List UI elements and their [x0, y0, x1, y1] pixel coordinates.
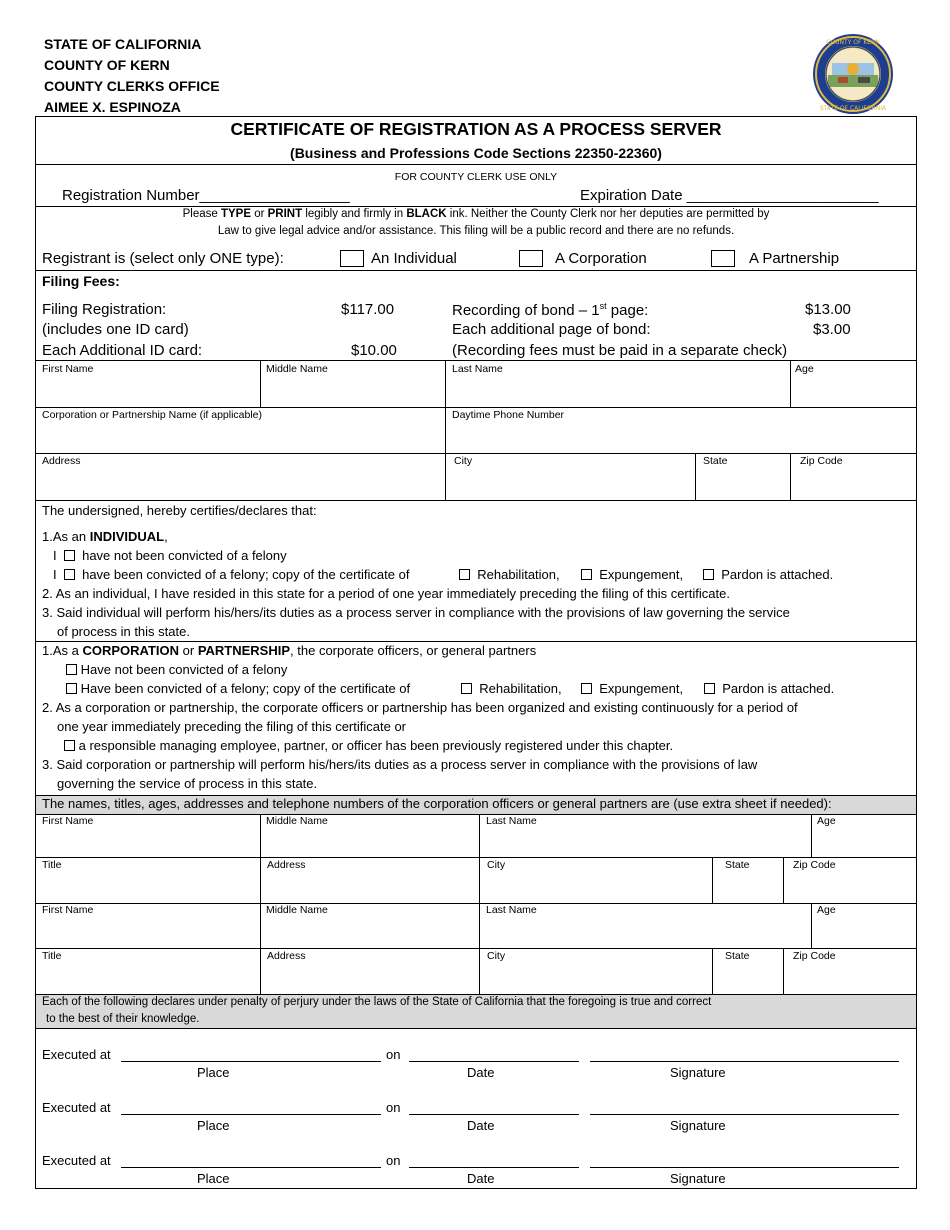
- individual-expunge-checkbox[interactable]: [581, 569, 592, 580]
- date-caption-3: Date: [467, 1171, 495, 1186]
- fee-additional-id-amount: $10.00: [351, 342, 397, 359]
- date-line-1[interactable]: [409, 1061, 579, 1062]
- corp-rehab-checkbox[interactable]: [461, 683, 472, 694]
- corporation-checkbox[interactable]: [519, 250, 543, 267]
- corp-convicted-row: Have been convicted of a felony; copy of the certificate of: [66, 681, 410, 696]
- individual-not-convicted-row: I have not been convicted of a felony: [53, 548, 287, 563]
- address-field[interactable]: Address: [42, 455, 81, 467]
- on-label-1: on: [386, 1047, 401, 1062]
- executed-at-label-2: Executed at: [42, 1100, 111, 1115]
- corp-previously-registered-checkbox[interactable]: [64, 740, 75, 751]
- filing-fees-heading: Filing Fees:: [42, 273, 120, 289]
- individual-item3: 3. Said individual will perform his/hers/its duties as a process server in compliance with the provisions of law governing the service: [42, 605, 790, 620]
- fee-additional-id: Each Additional ID card:: [42, 342, 203, 359]
- corp-pardon-row: Pardon is attached.: [704, 681, 834, 696]
- corp-item2-cont: one year immediately preceding the filing of this certificate or: [57, 719, 407, 734]
- executed-at-label-3: Executed at: [42, 1153, 111, 1168]
- instructions-line1: Please TYPE or PRINT legibly and firmly in BLACK ink. Neither the County Clerk nor her deputies are permitted by: [182, 208, 770, 220]
- city-field[interactable]: City: [454, 455, 473, 467]
- individual-expunge-row: Expungement,: [581, 567, 683, 582]
- place-caption-1: Place: [197, 1065, 230, 1080]
- corp-item2: 2. As a corporation or partnership, the corporate officers or partnership has been organized and existing continuously for a period of: [42, 700, 798, 715]
- individual-rehab-row: Rehabilitation,: [459, 567, 560, 582]
- header-office: COUNTY CLERKS OFFICE: [44, 78, 220, 94]
- signature-line-2[interactable]: [590, 1114, 899, 1115]
- corp-previously-registered-row: a responsible managing employee, partner, or officer has been previously registered under this chapter.: [64, 738, 673, 753]
- registrant-type-label: Registrant is (select only ONE type):: [42, 250, 284, 267]
- fee-recording-first-amount: $13.00: [805, 301, 851, 318]
- instructions-line2: Law to give legal advice and/or assistance. This filing will be a public record and there are no refunds.: [217, 225, 735, 237]
- svg-text:COUNTY OF KERN: COUNTY OF KERN: [826, 39, 880, 46]
- header-state: STATE OF CALIFORNIA: [44, 36, 202, 52]
- partnership-option-label: A Partnership: [749, 250, 840, 267]
- header-clerk-name: AIMEE X. ESPINOZA: [44, 99, 181, 115]
- corp-item3-cont: governing the service of process in this state.: [57, 776, 318, 791]
- date-caption-1: Date: [467, 1065, 495, 1080]
- individual-pardon-row: Pardon is attached.: [703, 567, 833, 582]
- svg-text:STATE OF CALIFORNIA: STATE OF CALIFORNIA: [819, 105, 887, 112]
- fee-filing-registration: Filing Registration:: [42, 301, 167, 318]
- fee-recording-first-page: Recording of bond – 1st page:: [452, 301, 649, 319]
- fee-includes-id: (includes one ID card): [42, 321, 189, 338]
- place-line-3[interactable]: [121, 1167, 381, 1168]
- perjury-line1: Each of the following declares under penalty of perjury under the laws of the State of California that the foregoing is true and correct: [42, 996, 712, 1008]
- expiration-date-field[interactable]: Expiration Date _______________________: [580, 187, 879, 204]
- signature-caption-2: Signature: [670, 1118, 726, 1133]
- place-line-1[interactable]: [121, 1061, 381, 1062]
- officer1-last-name-field[interactable]: Last Name: [486, 815, 537, 827]
- age-field[interactable]: Age: [795, 363, 814, 375]
- fee-filing-registration-amount: $117.00: [341, 301, 395, 318]
- officer1-age-field[interactable]: Age: [817, 815, 836, 827]
- officer1-middle-name-field[interactable]: Middle Name: [266, 815, 328, 827]
- middle-name-field[interactable]: Middle Name: [266, 363, 328, 375]
- corporation-heading: 1.As a CORPORATION or PARTNERSHIP, the corporate officers, or general partners: [42, 643, 537, 658]
- first-name-field[interactable]: First Name: [42, 363, 94, 375]
- officer1-address-field[interactable]: Address: [267, 859, 306, 871]
- corp-expunge-row: Expungement,: [581, 681, 683, 696]
- fee-each-additional-page-amount: $3.00: [813, 321, 851, 338]
- date-line-2[interactable]: [409, 1114, 579, 1115]
- individual-rehab-checkbox[interactable]: [459, 569, 470, 580]
- officer1-first-name-field[interactable]: First Name: [42, 815, 94, 827]
- officer2-age-field[interactable]: Age: [817, 904, 836, 916]
- state-field[interactable]: State: [703, 455, 728, 467]
- corp-name-field[interactable]: Corporation or Partnership Name (if applicable): [42, 409, 263, 421]
- zip-field[interactable]: Zip Code: [800, 455, 843, 467]
- date-line-3[interactable]: [409, 1167, 579, 1168]
- county-seal-logo: [812, 33, 894, 115]
- corp-not-convicted-checkbox[interactable]: [66, 664, 77, 675]
- officer2-title-field[interactable]: Title: [42, 950, 62, 962]
- corp-convicted-checkbox[interactable]: [66, 683, 77, 694]
- individual-convicted-row: I have been convicted of a felony; copy of the certificate of: [53, 567, 410, 582]
- officer2-first-name-field[interactable]: First Name: [42, 904, 94, 916]
- individual-checkbox[interactable]: [340, 250, 364, 267]
- officer2-last-name-field[interactable]: Last Name: [486, 904, 537, 916]
- perjury-line2: to the best of their knowledge.: [46, 1013, 200, 1025]
- signature-line-3[interactable]: [590, 1167, 899, 1168]
- individual-option-label: An Individual: [371, 250, 457, 267]
- corp-expunge-checkbox[interactable]: [581, 683, 592, 694]
- partnership-checkbox[interactable]: [711, 250, 735, 267]
- on-label-3: on: [386, 1153, 401, 1168]
- officer1-zip-field[interactable]: Zip Code: [793, 859, 836, 871]
- form-title: CERTIFICATE OF REGISTRATION AS A PROCESS SERVER: [230, 119, 722, 139]
- officers-banner: The names, titles, ages, addresses and telephone numbers of the corporation officers or general partners are (use extra sheet if needed):: [42, 796, 832, 811]
- signature-caption-1: Signature: [670, 1065, 726, 1080]
- phone-field[interactable]: Daytime Phone Number: [452, 409, 565, 421]
- officer2-middle-name-field[interactable]: Middle Name: [266, 904, 328, 916]
- corporation-option-label: A Corporation: [555, 250, 647, 267]
- registration-number-field[interactable]: Registration Number__________________: [62, 187, 350, 204]
- fee-each-additional-page: Each additional page of bond:: [452, 321, 651, 338]
- officer2-address-field[interactable]: Address: [267, 950, 306, 962]
- individual-not-convicted-checkbox[interactable]: [64, 550, 75, 561]
- corp-item3: 3. Said corporation or partnership will perform his/hers/its duties as a process server in compliance with the provisions of law: [42, 757, 758, 772]
- date-caption-2: Date: [467, 1118, 495, 1133]
- individual-heading: 1.As an INDIVIDUAL,: [42, 529, 168, 544]
- header-county: COUNTY OF KERN: [44, 57, 170, 73]
- officer1-state-field[interactable]: State: [725, 859, 750, 871]
- individual-convicted-checkbox[interactable]: [64, 569, 75, 580]
- fee-separate-check-note: (Recording fees must be paid in a separate check): [452, 342, 788, 359]
- officer2-zip-field[interactable]: Zip Code: [793, 950, 836, 962]
- signature-line-1[interactable]: [590, 1061, 899, 1062]
- signature-caption-3: Signature: [670, 1171, 726, 1186]
- individual-item2: 2. As an individual, I have resided in this state for a period of one year immediately preceding the filing of this certificate.: [42, 586, 730, 601]
- form-subtitle: (Business and Professions Code Sections 22350-22360): [290, 145, 662, 161]
- officer1-city-field[interactable]: City: [487, 859, 506, 871]
- corp-not-convicted-row: Have not been convicted of a felony: [66, 662, 287, 677]
- place-line-2[interactable]: [121, 1114, 381, 1115]
- corp-pardon-checkbox[interactable]: [704, 683, 715, 694]
- clerk-use-label: FOR COUNTY CLERK USE ONLY: [394, 171, 558, 183]
- last-name-field[interactable]: Last Name: [452, 363, 503, 375]
- officer2-state-field[interactable]: State: [725, 950, 750, 962]
- individual-item3-cont: of process in this state.: [57, 624, 190, 639]
- place-caption-2: Place: [197, 1118, 230, 1133]
- officer2-city-field[interactable]: City: [487, 950, 506, 962]
- on-label-2: on: [386, 1100, 401, 1115]
- officer1-title-field[interactable]: Title: [42, 859, 62, 871]
- declaration-intro: The undersigned, hereby certifies/declares that:: [42, 503, 317, 518]
- corp-rehab-row: Rehabilitation,: [461, 681, 562, 696]
- individual-pardon-checkbox[interactable]: [703, 569, 714, 580]
- executed-at-label-1: Executed at: [42, 1047, 111, 1062]
- place-caption-3: Place: [197, 1171, 230, 1186]
